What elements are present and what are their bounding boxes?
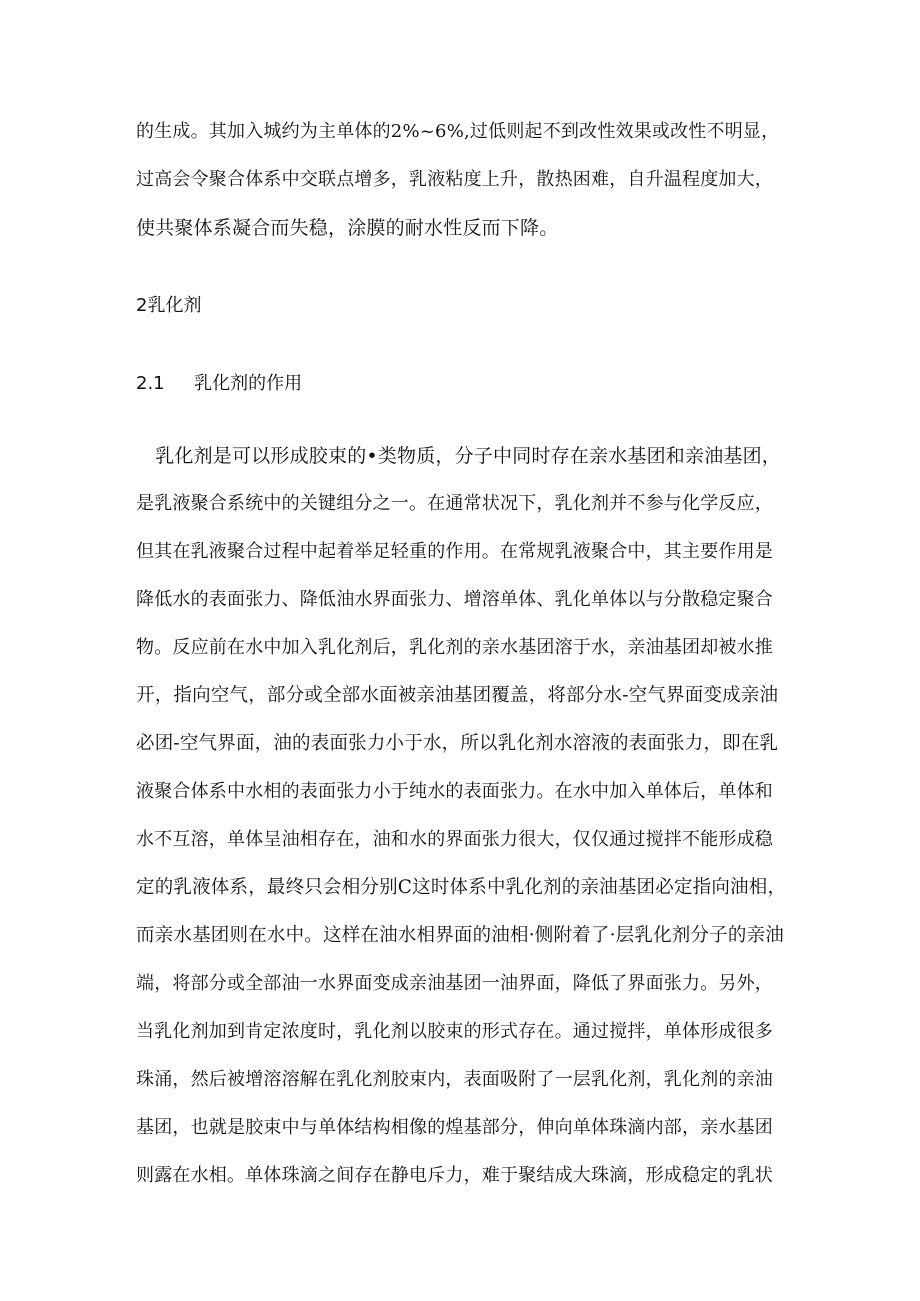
body-line-5: 物。反应前在水中加入乳化剂后，乳化剂的亲水基团溶于水，亲油基团却被水推	[136, 637, 773, 658]
body-line-15: 基团，也就是胶束中与单体结构相像的煌基部分，伸向单体珠滴内部，亲水基团	[136, 1117, 773, 1138]
subsection-heading	[136, 372, 302, 396]
body-line-12: 端，将部分或全部油一水界面变成亲油基团一油界面，降低了界面张力。另外，	[136, 973, 773, 994]
body-line-10: 定的乳液体系，最终只会相分别C这时体系中乳化剂的亲油基团必定指向油相，	[136, 877, 787, 898]
body-line-7: 必团-空气界面，油的表面张力小于水，所以乳化剂水溶液的表面张力，即在乳	[136, 733, 779, 754]
body-line-3: 但其在乳液聚合过程中起着举足轻重的作用。在常规乳液聚合中，其主要作用是	[136, 541, 773, 562]
body-line-6: 开，指向空气，部分或全部水面被亲油基团覆盖，将部分水-空气界面变成亲油	[136, 685, 779, 706]
body-line-16: 则露在水相。单体珠滴之间存在静电斥力，难于聚结成大珠滴，形成稳定的乳状	[136, 1165, 773, 1186]
body-line-9: 水不互溶，单体呈油相存在，油和水的界面张力很大，仅仅通过搅拌不能形成稳	[136, 829, 773, 850]
body-line-4: 降低水的表面张力、降低油水界面张力、增溶单体、乳化单体以与分散稳定聚合	[136, 589, 773, 610]
intro-line-3: 使共聚体系凝合而失稳，涂膜的耐水性反而下降。	[136, 217, 559, 239]
body-line-11: 而亲水基团则在水中。这样在油水相界面的油相·侧附着了·层乳化剂分子的亲油	[136, 925, 784, 946]
body-line-8: 液聚合体系中水相的表面张力小于纯水的表面张力。在水中加入单体后，单体和	[136, 781, 773, 802]
body-line-14: 珠涌，然后被增溶溶解在乳化剂胶束内，表面吸附了一层乳化剂，乳化剂的亲油	[136, 1069, 773, 1090]
body-line-13: 当乳化剂加到肯定浓度时，乳化剂以胶束的形式存在。通过搅拌，单体形成很多	[136, 1021, 773, 1042]
subsection-title: 乳化剂的作用	[194, 373, 303, 394]
section-heading: 2乳化剂	[136, 295, 202, 316]
body-line-2: 是乳液聚合系统中的关键组分之一。在通常状况下，乳化剂并不参与化学反应，	[136, 493, 773, 514]
intro-line-1: 的生成。其加入城约为主单体的2%~6%,过低则起不到改性效果或改性不明显，	[136, 121, 780, 142]
subsection-number: 2.1	[136, 373, 165, 394]
intro-line-2: 过高会令聚合体系中交联点增多，乳液粘度上升，散热困难，自升温程度加大，	[136, 169, 773, 190]
body-line-1: 乳化剂是可以形成胶束的•类物质，分子中同时存在亲水基团和亲油基团，	[136, 445, 782, 467]
